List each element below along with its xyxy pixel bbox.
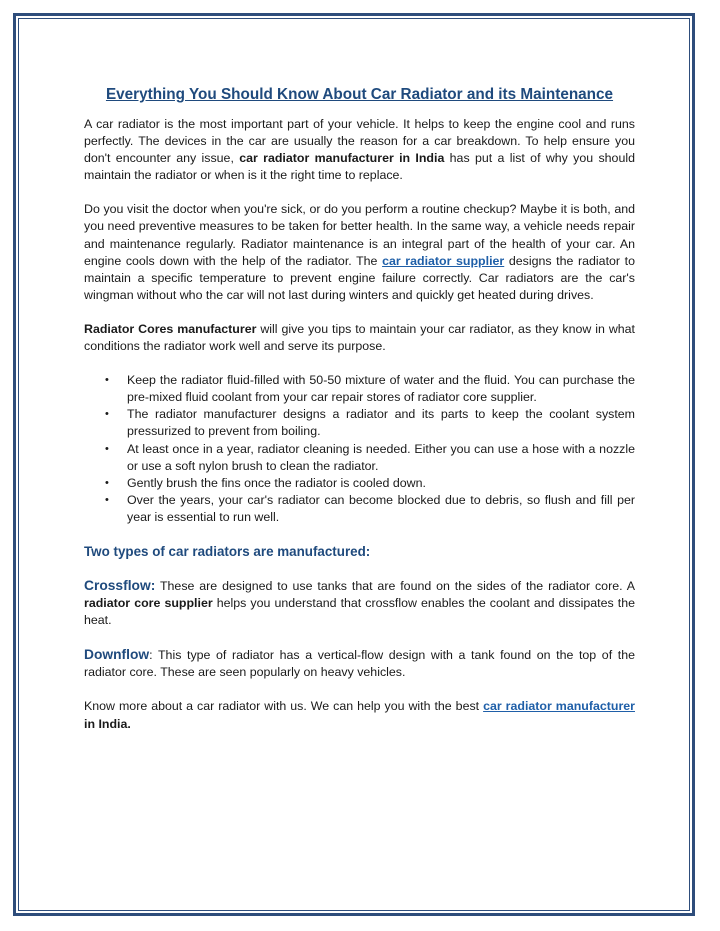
- downflow-paragraph: [84, 646, 635, 681]
- list-item-text: Over the years, your car's radiator can become blocked due to debris, so flush and fill per year is essential to run well.: [127, 492, 635, 524]
- bullet-icon: •: [105, 408, 109, 421]
- bullet-icon: •: [105, 493, 109, 506]
- intro-bold-phrase: car radiator manufacturer in India: [239, 151, 445, 166]
- bullet-icon: •: [105, 442, 109, 455]
- page-title: Everything You Should Know About Car Radiator and its Maintenance: [105, 86, 614, 103]
- cores-bold-phrase: Radiator Cores manufacturer: [84, 321, 257, 336]
- closing-paragraph: [84, 698, 635, 732]
- tips-list: [84, 372, 635, 526]
- crossflow-bold-phrase: radiator core supplier: [84, 596, 213, 611]
- list-item: [105, 406, 635, 440]
- cores-text: will give you tips to maintain your car radiator, as they know in what conditions the radiator work well and serve its purpose.: [84, 321, 635, 354]
- document-body: [84, 86, 635, 733]
- closing-text: Know more about a car radiator with us. We can help you with the best: [84, 699, 484, 714]
- crossflow-text-1: These are designed to use tanks that are found on the sides of the radiator core. A: [155, 578, 635, 593]
- list-item-text: At least once in a year, radiator cleaning is needed. Either you can use a hose with a nozzle or use a soft nylon brush to clean the radiator.: [127, 441, 635, 473]
- crossflow-label: Crossflow:: [84, 577, 156, 593]
- list-item-text: Keep the radiator fluid-filled with 50-50 mixture of water and the fluid. You can purchase the pre-mixed fluid coolant from your car repair stores of radiator core supplier.: [127, 373, 635, 405]
- list-item: [105, 441, 635, 475]
- crossflow-paragraph: [84, 577, 635, 629]
- cores-paragraph: [84, 321, 635, 355]
- bullet-icon: •: [105, 476, 109, 489]
- car-radiator-supplier-link[interactable]: car radiator supplier: [382, 253, 505, 268]
- maintenance-paragraph: [84, 201, 635, 304]
- types-heading: Two types of car radiators are manufactured:: [84, 543, 371, 559]
- downflow-label: Downflow: [84, 647, 150, 663]
- intro-text-2: has put a list of why you should maintain the radiator or when is it the right time to replace.: [84, 151, 635, 183]
- list-item: [105, 492, 635, 526]
- maintenance-text-2: designs the radiator to maintain a specific temperature to prevent engine failure correctly. Car radiators are the car's wingman without who the car will not last during winters and quickly get heated during drives.: [84, 253, 635, 302]
- crossflow-text-2: helps you understand that crossflow enables the coolant and dissipates the heat.: [84, 596, 635, 628]
- intro-paragraph: [84, 116, 635, 184]
- maintenance-text-1: Do you visit the doctor when you're sick, or do you perform a routine checkup? Maybe it is both, and you need preventive measures to be taken for better health. In the same way, a vehicle needs repair and maintenance regularly. Radiator maintenance is an integral part of the health of your car. An engine cools down with the help of the radiator. The: [84, 202, 635, 268]
- bullet-icon: •: [105, 374, 109, 387]
- list-item-text: Gently brush the fins once the radiator is cooled down.: [127, 475, 426, 490]
- list-item-text: The radiator manufacturer designs a radiator and its parts to keep the coolant system pressurized to prevent from boiling.: [127, 407, 635, 439]
- closing-bold-phrase: in India.: [84, 716, 131, 731]
- list-item: [105, 372, 635, 406]
- car-radiator-manufacturer-link[interactable]: car radiator manufacturer: [483, 699, 635, 714]
- downflow-text: : This type of radiator has a vertical-flow design with a tank found on the top of the radiator core. These are seen popularly on heavy vehicles.: [84, 648, 635, 680]
- list-item: [105, 475, 635, 492]
- intro-text-1: A car radiator is the most important part of your vehicle. It helps to keep the engine cool and runs perfectly. The devices in the car are usually the reason for a car breakdown. To help ensure you don't encounter any issue,: [84, 117, 635, 166]
